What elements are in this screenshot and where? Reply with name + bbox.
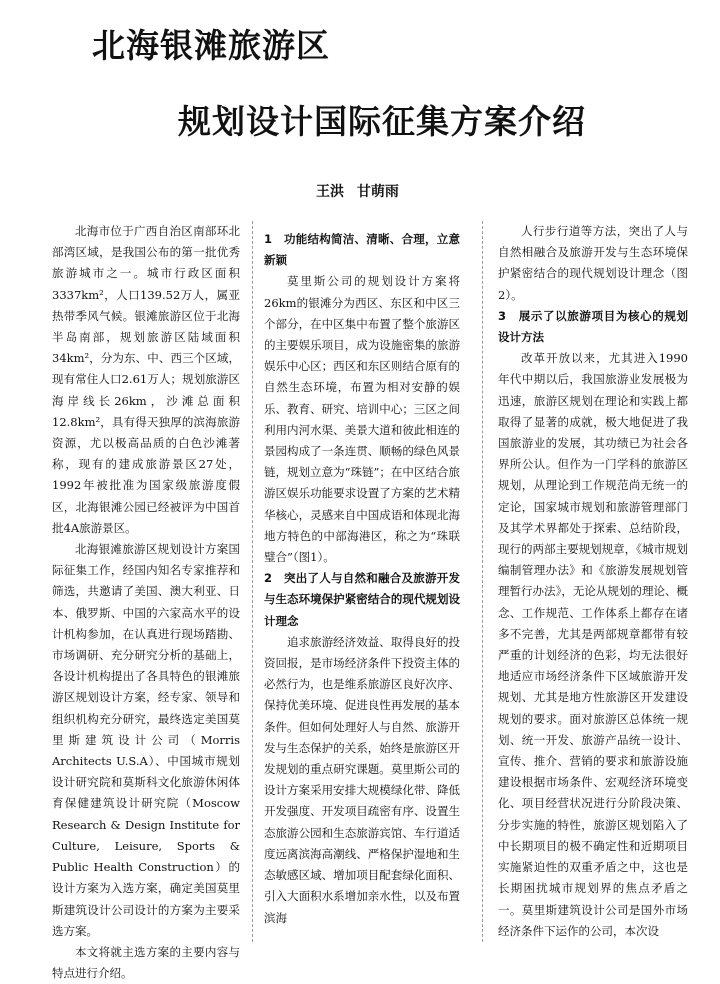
column-3 <box>498 221 688 942</box>
column-1 <box>52 221 240 981</box>
authors: 王洪 甘萌雨 <box>316 184 399 200</box>
column-1-paragraph-2: 北海银滩旅游区规划设计方案国际征集工作，经国内知名专家推荐和筛选，共邀请了美国、澳大利亚、日本、俄罗斯、中国的六家高水平的设计机构参加，在认真进行现场踏勘、市场调研、充分研究分析的基础上，各设计机构提出了各具特色的银滩旅游区规划设计方案，经专家、领导和组织机构充分研究，最终选定美国莫里斯建筑设计公司（Morris Architects U.S.A）、中国城市规划设计研究院和莫斯科文化旅游休闲体育保健建筑设计研究院（Moscow Research & Design Institute for Culture, Leisure, Sports & Public Health Construction）的设计方案为入选方案，确定美国莫里斯建筑设计公司设计的方案为主要采选方案。 <box>52 542 240 938</box>
column-2 <box>264 229 460 950</box>
column-2-paragraph-1: 莫里斯公司的规划设计方案将26km的银滩分为西区、东区和中区三个部分，在中区集中布置了整个旅游区的主要娱乐项目，成为设施密集的旅游娱乐中心区；西区和东区则结合原有的自然生态环境，布置为相对安静的娱乐、教育、研究、培训中心；三区之间利用内河水渠、美景大道和彼此相连的景园构成了一条连贯、顺畅的绿色风景链，规划立意为“珠链”；在中区结合旅游区娱乐功能要求设置了方案的艺术精华核心，灵感来自中国成语和体现北海地方特色的中部海港区，称之为“珠联璧合”（图1）。 <box>264 274 460 565</box>
section-heading-2: 2 突出了人与自然和融合及旅游开发与生态环境保护紧密结合的现代规划设计理念 <box>264 571 460 628</box>
column-3-paragraph-1: 人行步行道等方法，突出了人与自然相融合及旅游开发与生态环境保护紧密结合的现代规划设计理念（图2）。 <box>498 224 688 302</box>
column-1-paragraph-3: 本文将就主选方案的主要内容与特点进行介绍。 <box>52 944 240 981</box>
section-heading-1: 1 功能结构简洁、清晰、合理，立意新颖 <box>264 232 460 268</box>
section-heading-3: 3 展示了以旅游项目为核心的规划设计方法 <box>498 308 688 345</box>
title-line-2: 规划设计国际征集方案介绍 <box>178 102 586 141</box>
column-divider-1 <box>252 221 253 942</box>
title-line-1: 北海银滩旅游区 <box>92 26 330 65</box>
column-1-paragraph-1: 北海市位于广西自治区南部环北部湾区域，是我国公布的第一批优秀旅游城市之一。城市行政区面积3337km²，人口139.52万人，属亚热带季风气候。银滩旅游区位于北海半岛南部，规划旅游区陆域面积34km²，分为东、中、西三个区域，现有常住人口2.61万人；规划旅游区海岸线长26km，沙滩总面积12.8km²，具有得天独厚的滨海旅游资源，尤以极高品质的白色沙滩著称，现有的建成旅游景区27处，1992年被批准为国家级旅游度假区，北海银滩公园已经被评为中国首批4A旅游景区。 <box>52 224 240 535</box>
column-2-paragraph-2: 追求旅游经济效益、取得良好的投资回报，是市场经济条件下投资主体的必然行为，也是维系旅游区良好次序、保持优美环境、促进良性再发展的基本条件。但如何处理好人与自然、旅游开发与生态保护的关系，始终是旅游区开发规划的重点研究课题。莫里斯公司的设计方案采用安排大规模绿化带、降低开发强度、开发项目疏密有序、设置生态旅游公园和生态旅游宾馆、车行道适度远离滨海高潮线、严格保护湿地和生态敏感区域、增加项目配套绿化面积、引入大面积水系增加亲水性，以及布置滨海 <box>264 634 460 925</box>
column-3-paragraph-2: 改革开放以来，尤其进入1990年代中期以后，我国旅游业发展极为迅速，旅游区规划在理论和实践上都取得了显著的成就，极大地促进了我国旅游业的发展，其功绩已为社会各界所公认。但作为一门学科的旅游区规划，从理论到工作规范尚无统一的定论，国家城市规划和旅游管理部门及其学术界都处于探索、总结阶段，现行的两部主要规划规章，《城市规划编制管理办法》和《旅游发展规划管理暂行办法》，无论从规划的理论、概念、工作规范、工作体系上都存在诸多不完善，尤其是两部规章都带有较严重的计划经济的色彩，均无法很好地适应市场经济条件下区域旅游开发规划、尤其是地方性旅游区开发建设规划的要求。面对旅游区总体统一规划、统一开发、旅游产品统一设计、宣传、推介、营销的要求和旅游设施建设根据市场条件、宏观经济环境变化、项目经营状况进行分阶段决策、分步实施的特性，旅游区规划陷入了中长期项目的极不确定性和近期项目实施紧迫性的双重矛盾之中，这也是长期困扰城市规划界的焦点矛盾之一。莫里斯建筑设计公司是国外市场经济条件下运作的公司，本次设 <box>498 351 688 938</box>
column-divider-2 <box>482 221 483 942</box>
